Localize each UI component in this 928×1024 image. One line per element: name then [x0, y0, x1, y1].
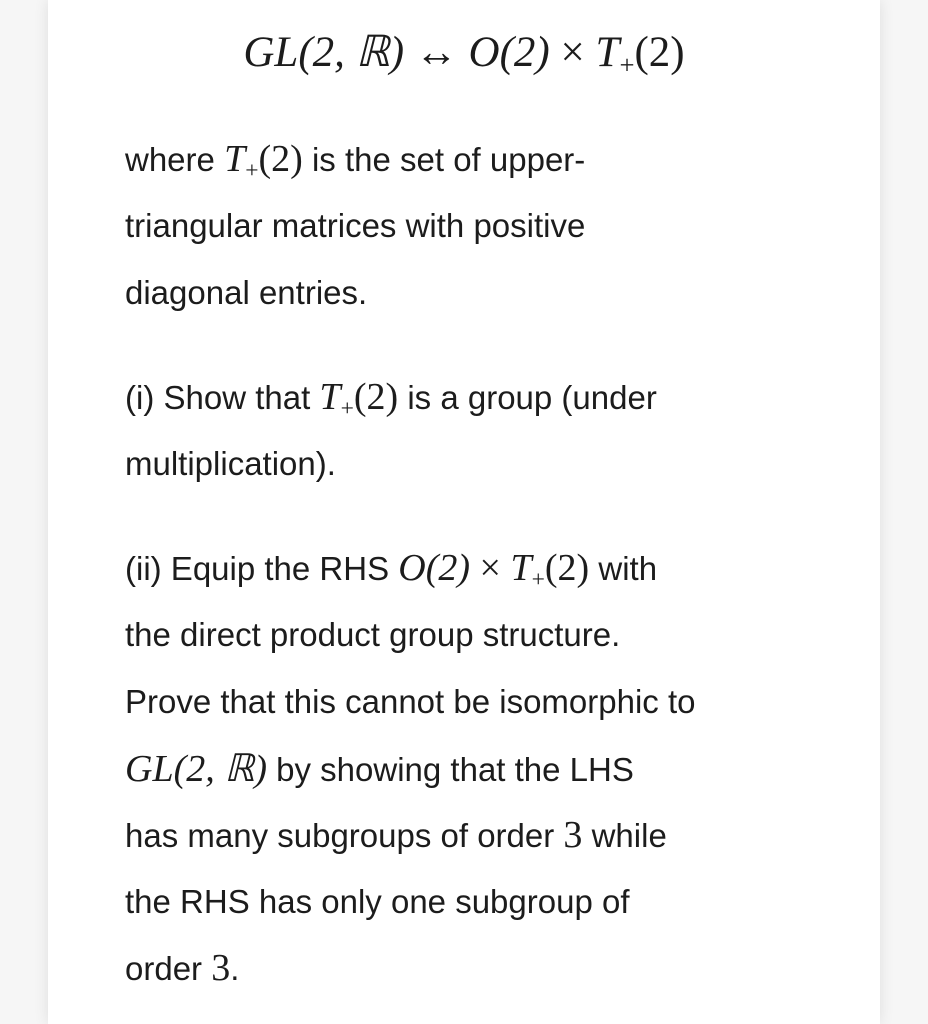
part-ii-math-o: O(2) [398, 547, 471, 589]
equation-rhs-t-arg: (2) [634, 29, 685, 76]
part-ii-math-arg: (2) [544, 547, 590, 589]
intro-text-b: is the set of upper- [302, 141, 586, 178]
part-i-text-b: is a group (under [398, 379, 657, 416]
part-i-text-a: (i) Show that [125, 379, 320, 416]
part-ii-line-2: the direct product group structure. [125, 616, 621, 653]
intro-line-1 [125, 136, 585, 182]
part-i-math [319, 376, 399, 422]
equation-lhs: GL(2, ℝ) [243, 29, 405, 76]
equation-times: × [560, 29, 585, 76]
equation-rhs-t-sub: + [619, 49, 635, 80]
part-ii-math-times: × [470, 547, 511, 589]
intro-math-sub: + [245, 157, 259, 184]
part-ii-line-1 [125, 545, 657, 591]
intro-math-arg: (2) [258, 138, 303, 180]
equation-rhs-t: T [595, 29, 620, 76]
intro-text-a: where [125, 141, 225, 178]
intro-math-t: T [224, 138, 246, 180]
display-equation [48, 24, 880, 93]
part-ii-line-4 [125, 746, 634, 792]
part-ii-order-math: 3 [563, 814, 583, 856]
part-i-line-1 [125, 374, 657, 420]
part-ii-gl-math [125, 748, 267, 790]
part-ii-line-5 [125, 812, 667, 858]
problem-page [48, 0, 880, 1024]
part-ii-text-a: (ii) Equip the RHS [125, 550, 399, 587]
part-ii-line-7-text-a: order [125, 950, 212, 987]
intro-line-2: triangular matrices with positive [125, 207, 586, 244]
part-ii-math [398, 547, 590, 593]
part-ii-gl: GL(2, ℝ) [125, 748, 267, 790]
intro-math [224, 138, 303, 184]
part-i-math-t: T [319, 376, 341, 418]
part-ii-line-6: the RHS has only one subgroup of [125, 883, 630, 920]
part-i-math-sub: + [340, 395, 354, 422]
part-ii-line-5-text-b: while [582, 817, 667, 854]
part-ii-line-7-period: . [230, 950, 240, 987]
part-i-line-2: multiplication). [125, 445, 336, 482]
part-ii-text-b: with [589, 550, 658, 587]
part-ii-line-4-text: by showing that the LHS [266, 751, 634, 788]
part-i-math-arg: (2) [353, 376, 399, 418]
equation-rhs-o: O(2) [468, 29, 550, 76]
equation-arrow: ↔ [414, 29, 458, 76]
part-ii-order-math-2: 3 [211, 947, 231, 989]
part-ii-math-sub: + [531, 566, 545, 593]
intro-line-3: diagonal entries. [125, 274, 368, 311]
part-ii-line-3: Prove that this cannot be isomorphic to [125, 683, 696, 720]
part-ii-line-7 [125, 945, 239, 991]
part-ii-line-5-text-a: has many subgroups of order [125, 817, 564, 854]
part-ii-math-t: T [510, 547, 532, 589]
